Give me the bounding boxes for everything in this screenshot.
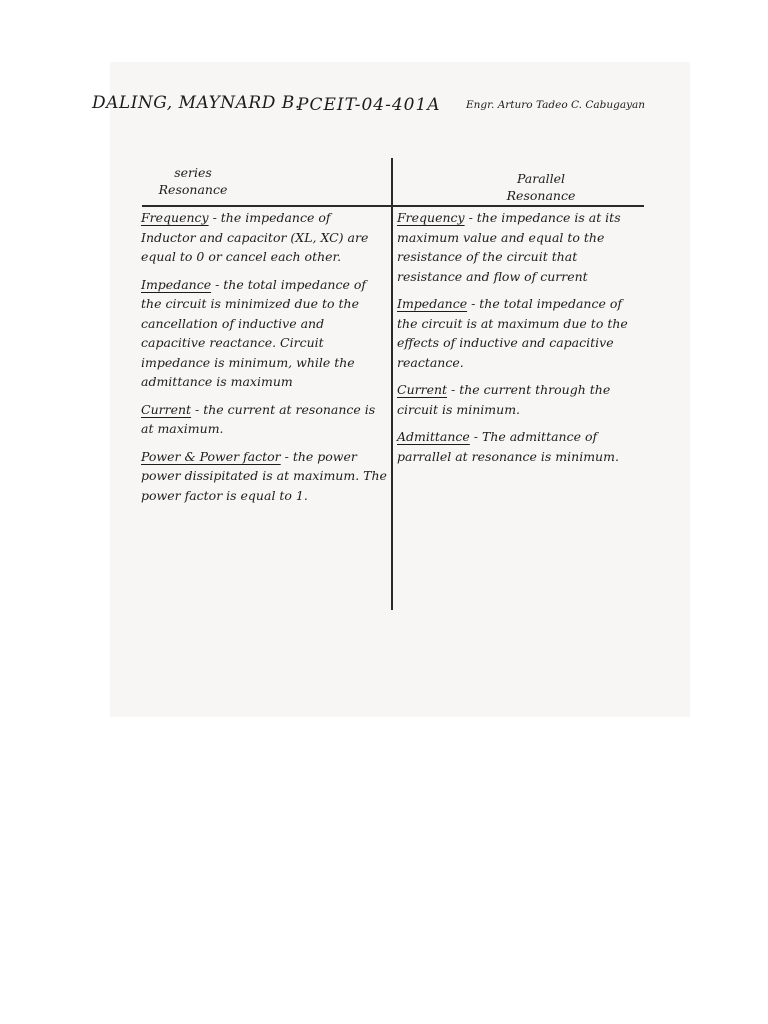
series-text: - the power power dissipitated is at maximum. The power factor is equal to 1. [141,448,387,503]
parallel-heading-line2: Resonance [506,188,576,203]
series-heading [152,164,234,198]
series-entry-current [141,400,389,439]
parallel-text: - The admittance of parrallel at resonance is minimum. [397,429,619,464]
series-term: Power & Power factor [141,448,281,464]
parallel-entry-frequency [397,208,645,286]
series-column [141,208,389,513]
parallel-text: - the current through the circuit is minimum. [397,382,611,417]
parallel-text: - the total impedance of the circuit is at maximum due to the effects of inductive and capacitive reactance. [397,296,628,370]
parallel-heading [496,170,586,204]
series-heading-line2: Resonance [158,182,228,197]
series-entry-power [141,447,389,506]
parallel-entry-admittance [397,427,645,466]
header-rule [142,205,644,207]
series-entry-frequency [141,208,389,267]
series-heading-line1: series [174,165,212,180]
series-term: Current [141,401,192,417]
parallel-term: Admittance [397,429,470,444]
parallel-entry-current [397,380,645,419]
column-divider [391,158,393,610]
student-name: DALING, MAYNARD B. [92,93,301,113]
parallel-text: - the impedance is at its maximum value and equal to the resistance of the circuit that resistance and flow of current [397,210,621,284]
series-entry-impedance [141,275,389,392]
series-term: Impedance [141,276,212,292]
series-term: Frequency [141,210,209,225]
instructor-name: Engr. Arturo Tadeo C. Cabugayan [466,99,646,111]
parallel-heading-line1: Parallel [516,171,566,186]
parallel-column [397,208,645,474]
parallel-term: Frequency [397,210,465,225]
parallel-term: Current [397,382,448,397]
series-text: - the total impedance of the circuit is minimized due to the cancellation of inductive and capacitive reactance. Circuit impedance is minimum, while the admittance is maximum [141,276,366,389]
series-text: - the impedance of Inductor and capacitor (XL, XC) are equal to 0 or cancel each other. [141,210,369,264]
section-code: PCEIT-04-401A [297,95,441,115]
series-text: - the current at resonance is at maximum. [141,401,376,436]
parallel-term: Impedance [397,296,468,311]
parallel-entry-impedance [397,294,645,372]
